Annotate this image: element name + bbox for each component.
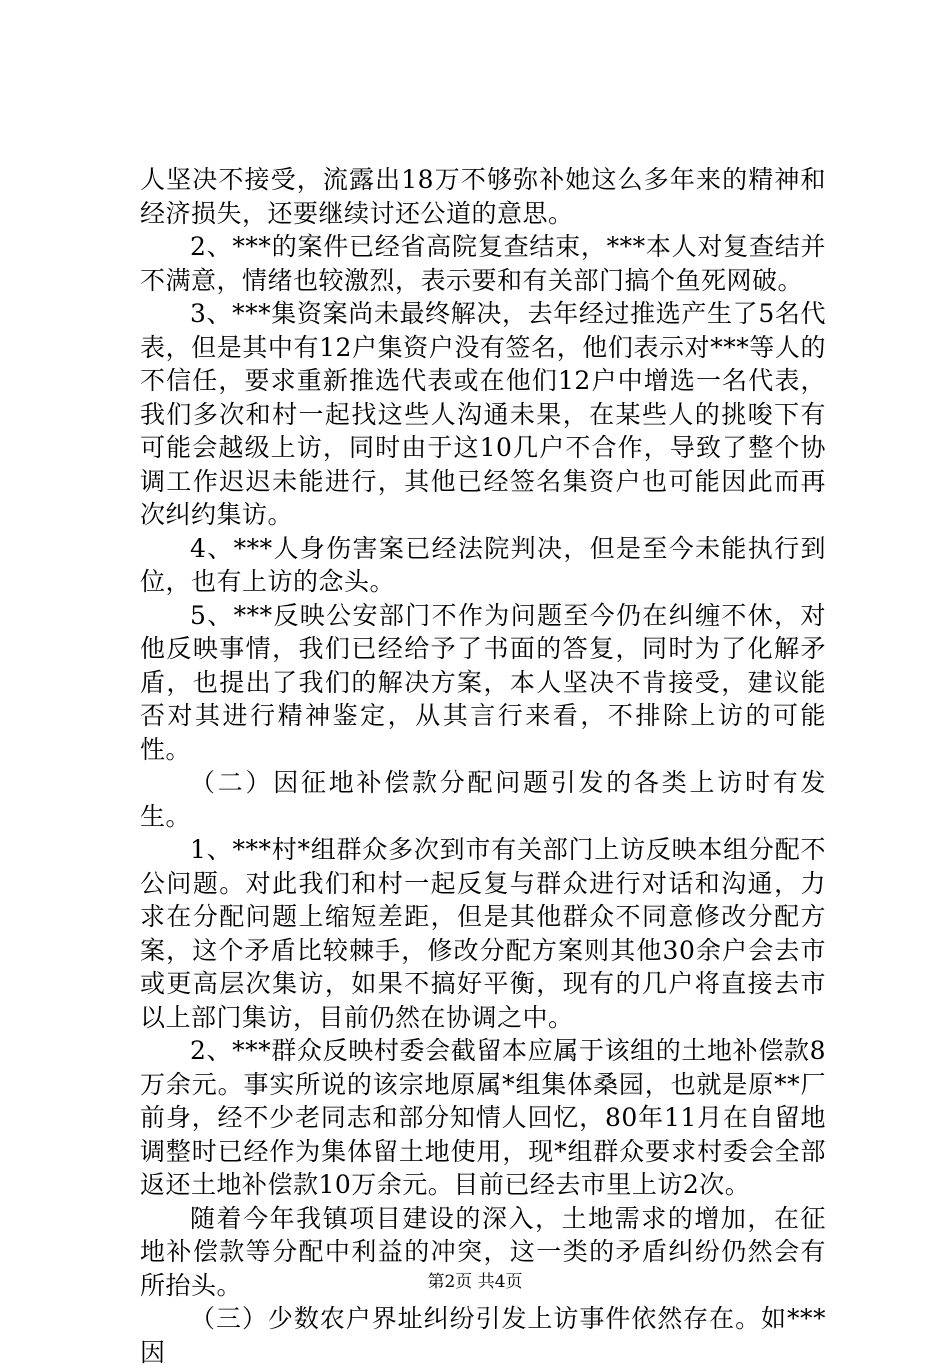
section-heading-2: （二）因征地补偿款分配问题引发的各类上访时有发生。	[140, 768, 826, 831]
paragraph-3: 3、***集资案尚未最终解决，去年经过推选产生了5名代表，但是其中有12户集资户没有签名，他们表示对***等人的不信任，要求重新推选代表或在他们12户中增选一名代表，我们多次和村一起找这些人沟通未果，在某些人的挑唆下有可能会越级上访，同时由于这10几户不合作，导致了整个协调工作迟迟未能进行，其他已经签名集资户也可能因此而再次纠约集访。	[140, 299, 826, 529]
paragraph-5: 5、***反映公安部门不作为问题至今仍在纠缠不休，对他反映事情，我们已经给予了书面的答复，同时为了化解矛盾，也提出了我们的解决方案，本人坚决不肯接受，建议能否对其进行精神鉴定，从其言行来看，不排除上访的可能性。	[140, 600, 826, 764]
paragraph-1: 人坚决不接受，流露出18万不够弥补她这么多年来的精神和经济损失，还要继续讨还公道的意思。	[140, 165, 826, 228]
page-footer: 第2页 共4页	[427, 1272, 523, 1292]
paragraph-7: 1、***村*组群众多次到市有关部门上访反映本组分配不公问题。对此我们和村一起反复与群众进行对话和沟通，力求在分配问题上缩短差距，但是其他群众不同意修改分配方案，这个矛盾比较棘手，修改分配方案则其他30余户会去市或更高层次集访，如果不搞好平衡，现有的几户将直接去市以上部门集访，目前仍然在协调之中。	[140, 835, 826, 1032]
body-text	[140, 163, 826, 1369]
paragraph-9: 随着今年我镇项目建设的深入，土地需求的增加，在征地补偿款等分配中利益的冲突，这一类的矛盾纠纷仍然会有所抬头。	[140, 1203, 826, 1300]
section-heading-3: （三）少数农户界址纠纷引发上访事件依然存在。如***因	[140, 1304, 826, 1367]
paragraph-2: 2、***的案件已经省高院复查结束，***本人对复查结并不满意，情绪也较激烈，表示要和有关部门搞个鱼死网破。	[140, 232, 826, 295]
paragraph-4: 4、***人身伤害案已经法院判决，但是至今未能执行到位，也有上访的念头。	[140, 533, 826, 596]
paragraph-8: 2、***群众反映村委会截留本应属于该组的土地补偿款8万余元。事实所说的该宗地原属*组集体桑园，也就是原**厂前身，经不少老同志和部分知情人回忆，80年11月在自留地调整时已经作为集体留土地使用，现*组群众要求村委会全部返还土地补偿款10万余元。目前已经去市里上访2次。	[140, 1036, 826, 1199]
